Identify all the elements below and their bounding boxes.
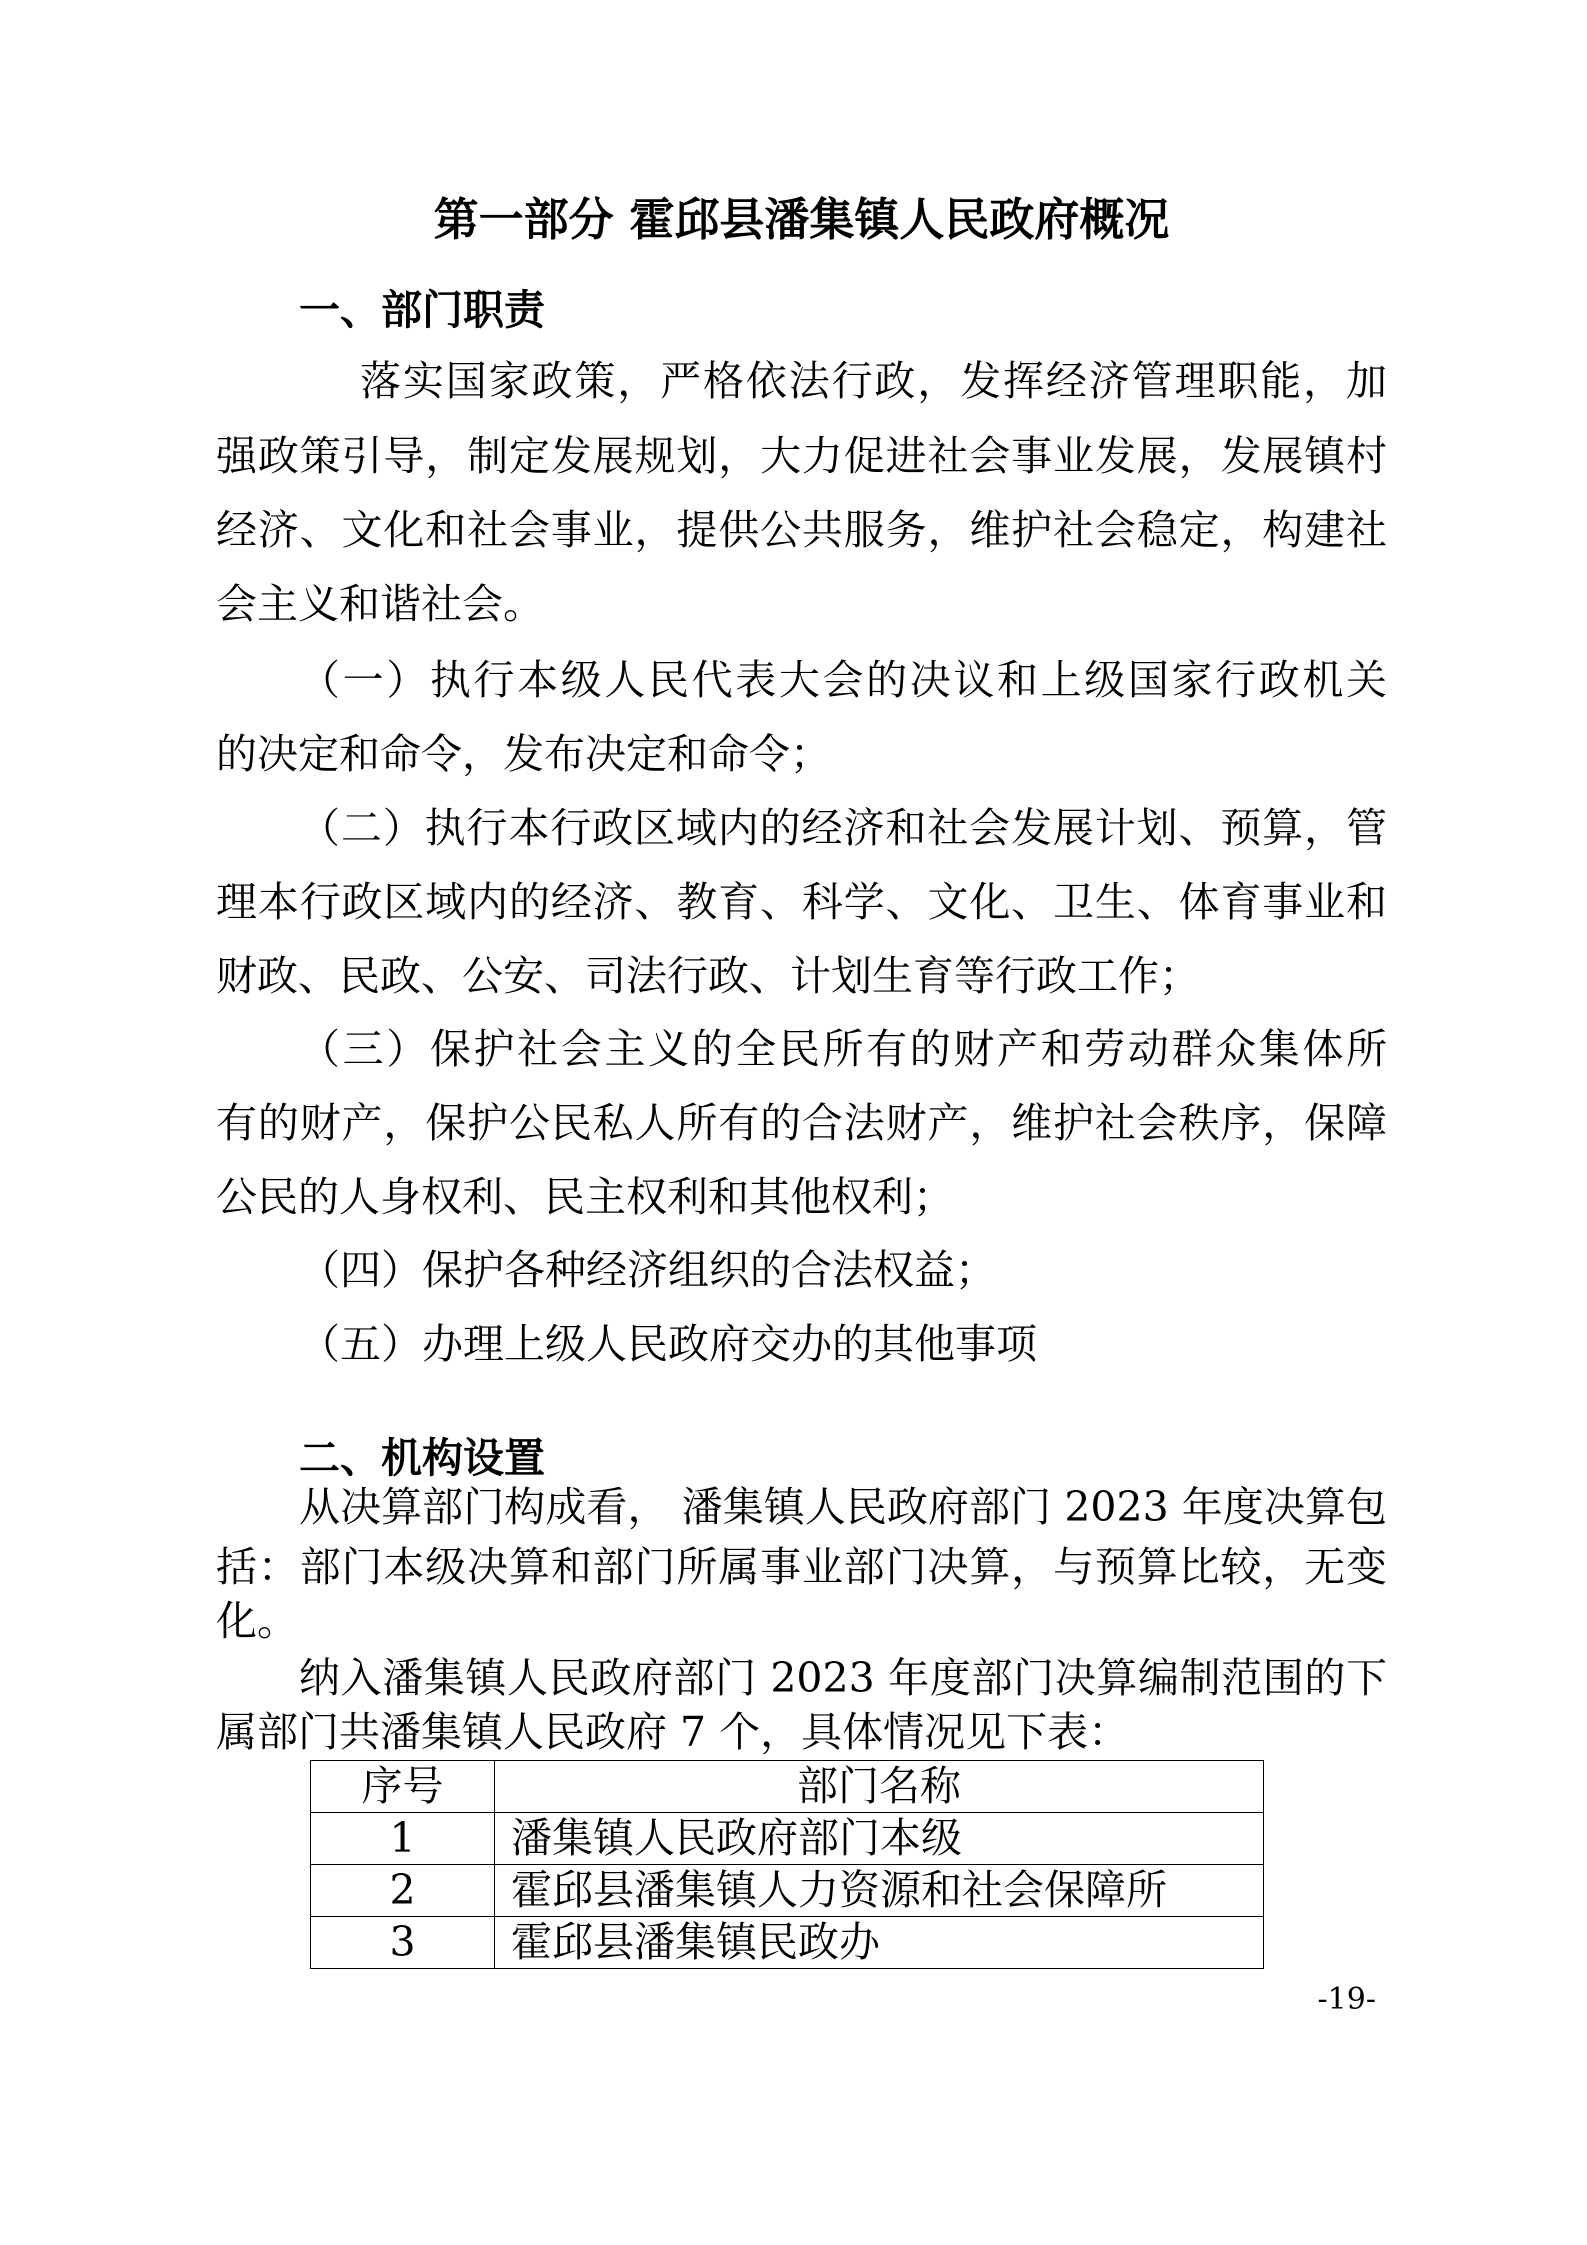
table-cell-name: 霍邱县潘集镇民政办 [495, 1917, 1264, 1969]
table-row [311, 1813, 1264, 1865]
paragraph-line: 化。 [216, 1597, 298, 1645]
paragraph-line: 强政策引导，制定发展规划，大力促进社会事业发展，发展镇村 [216, 432, 1387, 480]
table-header-cell-name: 部门名称 [495, 1761, 1264, 1813]
page-number: -19- [1317, 1982, 1376, 2017]
table-header-row [311, 1761, 1264, 1813]
paragraph-line: （五）办理上级人民政府交办的其他事项 [299, 1320, 1037, 1368]
paragraph-line: 经济、文化和社会事业，提供公共服务，维护社会稳定，构建社 [216, 506, 1387, 554]
table-row [311, 1917, 1264, 1969]
table-header-cell-index: 序号 [311, 1761, 495, 1813]
table-row [311, 1865, 1264, 1917]
paragraph-line: 的决定和命令，发布决定和命令； [216, 730, 831, 778]
paragraph-line: （三）保护社会主义的全民所有的财产和劳动群众集体所 [299, 1025, 1387, 1073]
page-title: 第一部分 霍邱县潘集镇人民政府概况 [433, 193, 1170, 246]
table-cell-index: 1 [311, 1813, 495, 1865]
paragraph-line: 从决算部门构成看， 潘集镇人民政府部门 2023 年度决算包 [299, 1483, 1387, 1531]
paragraph-line: 有的财产，保护公民私人所有的合法财产，维护社会秩序，保障 [216, 1099, 1387, 1147]
paragraph-line: （一）执行本级人民代表大会的决议和上级国家行政机关 [299, 656, 1387, 704]
paragraph-line: 财政、民政、公安、司法行政、计划生育等行政工作； [216, 952, 1200, 1000]
table-cell-name: 霍邱县潘集镇人力资源和社会保障所 [495, 1865, 1264, 1917]
section-heading-structure: 二、机构设置 [299, 1434, 545, 1482]
paragraph-line: 括：部门本级决算和部门所属事业部门决算，与预算比较，无变 [216, 1543, 1387, 1591]
table-cell-name: 潘集镇人民政府部门本级 [495, 1813, 1264, 1865]
paragraph-line: 落实国家政策，严格依法行政，发挥经济管理职能，加 [360, 357, 1387, 405]
paragraph-line: 会主义和谐社会。 [216, 580, 544, 628]
section-heading-duties: 一、部门职责 [299, 286, 545, 334]
paragraph-line: 纳入潘集镇人民政府部门 2023 年度部门决算编制范围的下 [299, 1654, 1387, 1702]
paragraph-line: （二）执行本行政区域内的经济和社会发展计划、预算，管 [299, 804, 1387, 852]
paragraph-line: 属部门共潘集镇人民政府 7 个，具体情况见下表： [216, 1708, 1130, 1756]
department-table [310, 1760, 1264, 1969]
paragraph-line: 理本行政区域内的经济、教育、科学、文化、卫生、体育事业和 [216, 878, 1387, 926]
table-cell-index: 3 [311, 1917, 495, 1969]
paragraph-line: （四）保护各种经济组织的合法权益； [299, 1246, 996, 1294]
paragraph-line: 公民的人身权利、民主权利和其他权利； [216, 1173, 954, 1221]
table-cell-index: 2 [311, 1865, 495, 1917]
